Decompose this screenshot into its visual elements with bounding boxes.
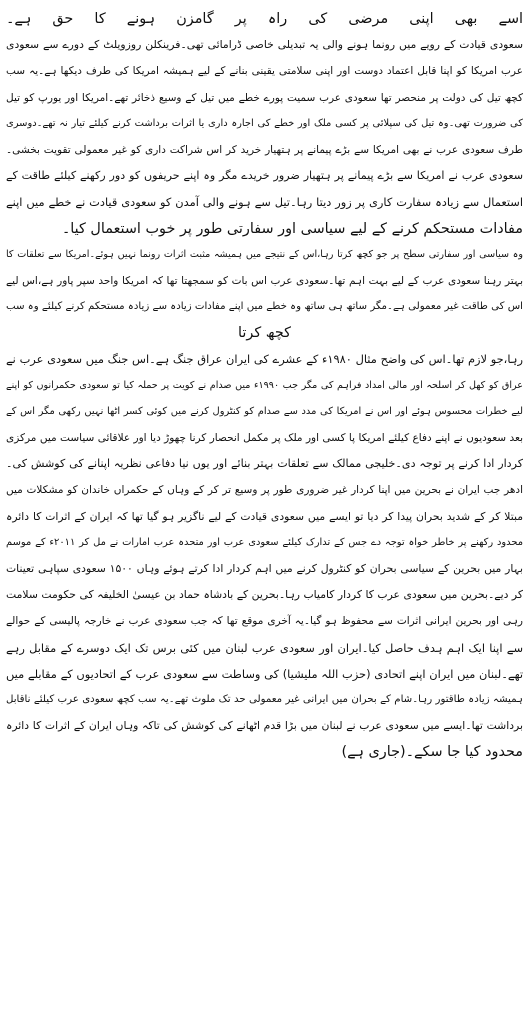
text-line: ہمیشہ زیادہ طاقتور رہا۔شام کے بحران میں ایرانی غیر معمولی حد تک ملوث تھے۔یہ سب کچھ سعودی عرب کیلئے ناقابل [6, 693, 523, 705]
text-line: محدود کیا جا سکے۔(جاری ہے) [341, 744, 523, 761]
text-line: رہی اور بحرین ایرانی اثرات سے محفوظ ہو گیا۔یہ آخری موقع تھا کہ جب سعودی عرب نے خارجہ پالیسی کے حوالے [6, 615, 523, 628]
text-line: محدود رکھنے پر خاطر خواہ توجہ دے جس کے تدارک کیلئے سعودی عرب اور متحدہ عرب امارات نے مل کر ۲۰۱۱ء کے موسم [6, 536, 523, 548]
text-line: وہ سیاسی اور سفارتی سطح پر جو کچھ کرتا رہا،اس کے نتیجے میں ہمیشہ مثبت اثرات رونما نہیں ہوئے۔امریکا سے تعلقات کا [6, 248, 523, 260]
text-line: کردار ادا کرنے پر توجہ دی۔خلیجی ممالک سے تعلقات بہتر بنائے اور یوں نیا دفاعی نظریہ اپنانے کی کوشش کی۔ [6, 457, 523, 471]
text-line: برداشت تھا۔ایسے میں سعودی عرب نے لبنان میں بڑا قدم اٹھانے کی کوشش کی تاکہ وہاں ایران کے اثرات کا دائرہ [6, 719, 523, 733]
text-line: مبتلا کر کے شدید بحران پیدا کر دیا تو ایسے میں سعودی قیادت کے لیے ناگزیر ہو گیا تھا کہ ایران کے اثرات کا دائرہ [6, 509, 523, 523]
text-line: اسے بھی اپنی مرضی کی راہ پر گامزن ہونے کا حق ہے۔ [6, 11, 523, 27]
text-line: سے اپنا ایک اہم ہدف حاصل کیا۔ایران اور سعودی عرب لبنان میں کئی برس تک ایک دوسرے کے مقابل رہے [6, 640, 523, 655]
text-line: بہتر رہنا سعودی عرب کے لیے بہت اہم تھا۔سعودی عرب اس بات کو سمجھتا تھا کہ امریکا واحد سپر پاور ہے،اس لیے [6, 274, 523, 287]
text-line: ادھر جب ایران نے بحرین میں اپنا کردار غیر ضروری طور پر وسیع تر کر کے وہاں کے حکمراں خاندان کو مشکلات میں [6, 484, 523, 497]
text-line: کی ضرورت تھی۔وہ تیل کی سپلائی پر کسی ملک اور خطے کی اجارہ داری یا اثرات برداشت کرنے کیلئے تیار نہ تھے۔دوسری [6, 117, 523, 129]
text-line: عراق کو کھل کر اسلحہ اور مالی امداد فراہم کی مگر جب ۱۹۹۰ء میں صدام نے کویت پر حملہ کیا تو سعودی حکمرانوں کو اپنے [6, 379, 523, 391]
text-line: رہا،جو لازم تھا۔اس کی واضح مثال ۱۹۸۰ء کے عشرے کی ایران عراق جنگ ہے۔اس جنگ میں سعودی عرب نے [6, 352, 523, 367]
text-line: مفادات مستحکم کرنے کے لیے سیاسی اور سفارتی طور پر خوب استعمال کیا۔ [61, 220, 523, 237]
text-line: بعد سعودیوں نے اپنے دفاع کیلئے امریکا پا کسی اور ملک پر مکمل انحصار کرنا چھوڑ دیا اور علاقائی سیاست میں مرکزی [6, 432, 523, 444]
text-line: کر دیے۔بحرین میں سعودی عرب کا کردار کامیاب رہا۔بحرین کے بادشاہ حماد بن عیسیٰ الخلیفہ کی حکومت سلامت [6, 588, 523, 602]
text-line: طرف سعودی عرب نے بھی امریکا سے بڑے پیمانے پر ہتھیار خرید کر اس شراکت داری کو غیر معمولی تقویت بخشی۔ [6, 143, 523, 156]
text-line: بہار میں بحرین کے سیاسی بحران کو کنٹرول کرنے میں اہم کردار ادا کرتے ہوئے وہاں ۱۵۰۰ سعودی سپاہی تعینات [6, 561, 523, 575]
text-line: کچھ تیل کی دولت پر منحصر تھا سعودی عرب سمیت پورے خطے میں تیل کے وسیع ذخائر تھے۔امریکا اور یورپ کو تیل [6, 91, 523, 104]
text-line: اس کی طاقت غیر معمولی ہے۔مگر ساتھ ہی ساتھ وہ خطے میں اپنے مفادات زیادہ سے زیادہ مستحکم کرنے کیلئے وہ سب [6, 301, 523, 313]
text-line: لیے خطرات محسوس ہوئے اور اس نے امریکا کی مدد سے صدام کو کنٹرول کرنے میں کوئی کسر اٹھا نہیں رکھی مگر اس کے [6, 405, 523, 417]
text-line: تھے۔لبنان میں ایران اپنے اتحادی (حزب اللہ ملیشیا) کی وساطت سے سعودی عرب کے اتحادیوں کے مقابلے میں [6, 666, 523, 681]
text-line: عرب امریکا کو اپنا قابل اعتماد دوست اور اپنی سلامتی یقینی بنانے کے لیے ہمیشہ امریکا کی طرف دیکھا ہے۔یہ سب [6, 65, 523, 78]
text-line: سعودی عرب نے امریکا سے بڑے پیمانے پر ہتھیار ضرور خریدے مگر وہ اپنے حریفوں کو دور رکھنے کیلئے طاقت کے [6, 169, 523, 183]
text-line: استعمال سے زیادہ سفارت کاری پر زور دیتا رہا۔تیل سے ہونے والی آمدن کو سعودی قیادت نے خطے میں اپنے [6, 195, 523, 210]
text-line: کچھ کرتا [238, 325, 291, 342]
text-line: سعودی قیادت کے رویے میں رونما ہونے والی یہ تبدیلی خاصی ڈرامائی تھی۔فرینکلن روزویلٹ کے دورے سے سعودی [6, 38, 523, 52]
